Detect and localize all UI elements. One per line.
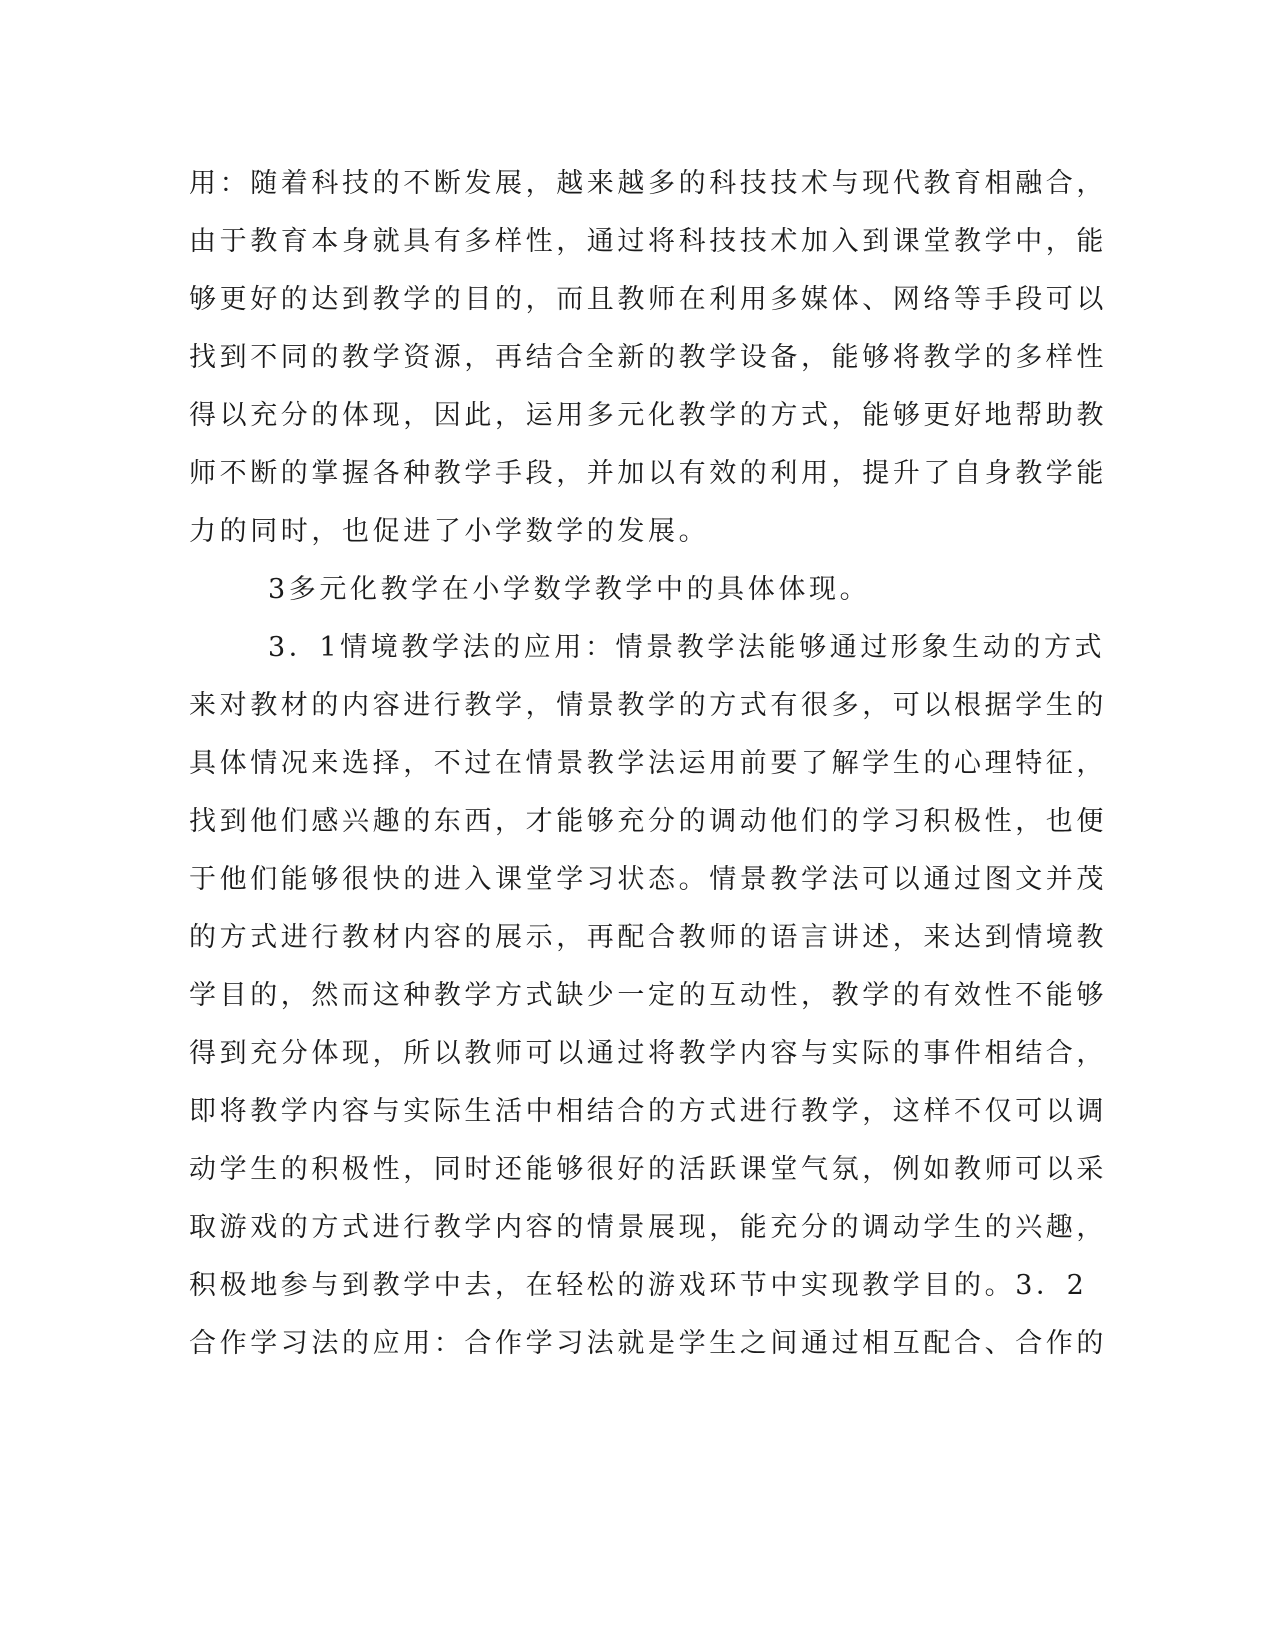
text-line: 动学生的积极性，同时还能够很好的活跃课堂气氛，例如教师可以采 (189, 1154, 1107, 1185)
text-line: 找到他们感兴趣的东西，才能够充分的调动他们的学习积极性，也便 (189, 806, 1107, 837)
text-line: 合作学习法的应用：合作学习法就是学生之间通过相互配合、合作的 (189, 1328, 1107, 1359)
text-line: 够更好的达到教学的目的，而且教师在利用多媒体、网络等手段可以 (189, 284, 1107, 315)
text-line: 3．1情境教学法的应用：情景教学法能够通过形象生动的方式 (268, 632, 1106, 663)
text-line: 的方式进行教材内容的展示，再配合教师的语言讲述，来达到情境教 (189, 922, 1107, 953)
text-line: 取游戏的方式进行教学内容的情景展现，能充分的调动学生的兴趣， (189, 1212, 1107, 1243)
text-line: 来对教材的内容进行教学，情景教学的方式有很多，可以根据学生的 (189, 690, 1107, 721)
text-line: 具体情况来选择，不过在情景教学法运用前要了解学生的心理特征， (189, 748, 1107, 779)
text-line: 学目的，然而这种教学方式缺少一定的互动性，教学的有效性不能够 (189, 980, 1107, 1011)
text-line: 即将教学内容与实际生活中相结合的方式进行教学，这样不仅可以调 (189, 1096, 1107, 1127)
text-line: 得以充分的体现，因此，运用多元化教学的方式，能够更好地帮助教 (189, 400, 1107, 431)
text-line: 得到充分体现，所以教师可以通过将教学内容与实际的事件相结合， (189, 1038, 1107, 1069)
section-heading: 3多元化教学在小学数学教学中的具体体现。 (268, 574, 871, 605)
text-line: 力的同时，也促进了小学数学的发展。 (189, 516, 710, 547)
text-line: 用：随着科技的不断发展，越来越多的科技技术与现代教育相融合， (189, 168, 1107, 199)
text-line: 于他们能够很快的进入课堂学习状态。情景教学法可以通过图文并茂 (189, 864, 1107, 895)
text-line: 由于教育本身就具有多样性，通过将科技技术加入到课堂教学中，能 (189, 226, 1107, 257)
text-line: 师不断的掌握各种教学手段，并加以有效的利用，提升了自身教学能 (189, 458, 1107, 489)
text-line: 找到不同的教学资源，再结合全新的教学设备，能够将教学的多样性 (189, 342, 1107, 373)
text-line: 积极地参与到教学中去，在轻松的游戏环节中实现教学目的。3．2 (189, 1270, 1088, 1301)
